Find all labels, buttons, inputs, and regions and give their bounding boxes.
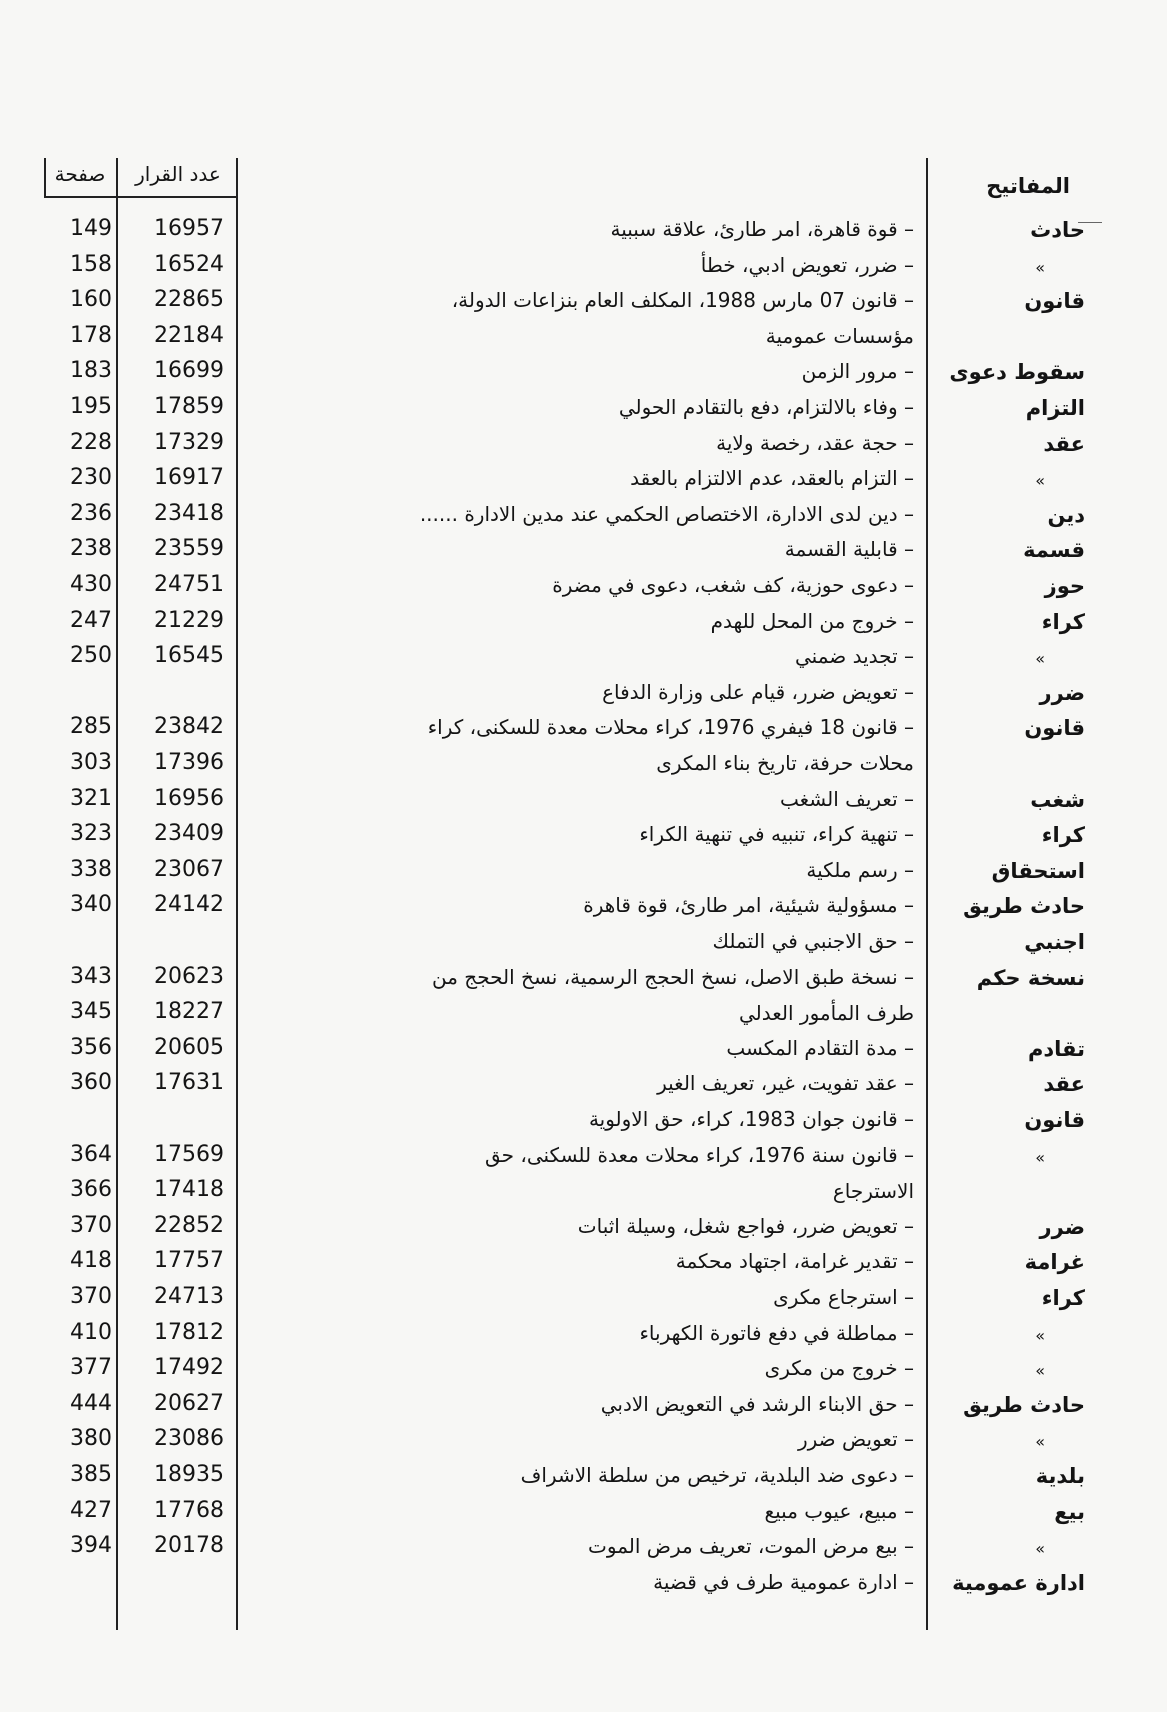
rule-decision-column bbox=[236, 158, 238, 1630]
ditto-glyph: » bbox=[1035, 1148, 1045, 1167]
decision-number: 23409 bbox=[154, 821, 224, 846]
decision-number: 17569 bbox=[154, 1142, 224, 1167]
entry-description: – مماطلة في دفع فاتورة الكهرباء bbox=[639, 1321, 914, 1345]
decision-number: 23086 bbox=[154, 1426, 224, 1451]
decision-number: 21229 bbox=[154, 608, 224, 633]
page-number: 303 bbox=[70, 750, 112, 775]
page-number: 377 bbox=[70, 1355, 112, 1380]
entry-description: – تعريف الشغب bbox=[779, 787, 914, 811]
decision-number: 23842 bbox=[154, 714, 224, 739]
page-number: 364 bbox=[70, 1142, 112, 1167]
entry-description: – قانون سنة 1976، كراء محلات معدة للسكنى، حق bbox=[484, 1143, 914, 1167]
keyword: دين bbox=[1047, 503, 1085, 527]
ditto-glyph: » bbox=[1035, 1326, 1045, 1345]
entry-description: – تعويض ضرر، قيام على وزارة الدفاع bbox=[602, 680, 914, 704]
decision-number: 16957 bbox=[154, 216, 224, 241]
entry-description: – حق الاجنبي في التملك bbox=[712, 929, 914, 953]
page-number: 160 bbox=[70, 287, 112, 312]
entry-description: – خروج من مكرى bbox=[764, 1356, 914, 1380]
keyword: حوز bbox=[1044, 574, 1085, 598]
header-underline bbox=[44, 196, 238, 198]
page-number: 247 bbox=[70, 608, 112, 633]
rule-page-column bbox=[116, 158, 118, 1630]
keyword: قسمة bbox=[1023, 538, 1085, 562]
page-number: 238 bbox=[70, 536, 112, 561]
ditto-glyph: » bbox=[1035, 1432, 1045, 1451]
decision-number: 22865 bbox=[154, 287, 224, 312]
keyword: ضرر bbox=[1039, 681, 1085, 705]
keyword: حادث طريق bbox=[963, 894, 1085, 918]
entry-description: – تقدير غرامة، اجتهاد محكمة bbox=[675, 1249, 914, 1273]
keyword: حادث bbox=[1030, 218, 1085, 242]
decision-number: 16699 bbox=[154, 358, 224, 383]
entry-description: – قانون 07 مارس 1988، المكلف العام بنزاعات الدولة، bbox=[451, 288, 914, 312]
keyword: حادث طريق bbox=[963, 1393, 1085, 1417]
entry-description: – عقد تفويت، غير، تعريف الغير bbox=[657, 1071, 914, 1095]
page-number: 430 bbox=[70, 572, 112, 597]
page-number: 230 bbox=[70, 465, 112, 490]
page-number: 370 bbox=[70, 1284, 112, 1309]
keyword: عقد bbox=[1043, 1072, 1085, 1096]
decision-number: 24142 bbox=[154, 892, 224, 917]
header-page: صفحة bbox=[54, 162, 106, 186]
entry-description: – تنهية كراء، تنبيه في تنهية الكراء bbox=[639, 822, 914, 846]
entry-description: – استرجاع مكرى bbox=[773, 1285, 914, 1309]
entry-description: – مبيع، عيوب مبيع bbox=[764, 1499, 914, 1523]
decision-number: 20178 bbox=[154, 1533, 224, 1558]
keyword: غرامة bbox=[1024, 1250, 1085, 1274]
ditto-glyph: » bbox=[1035, 1361, 1045, 1380]
decision-number: 24751 bbox=[154, 572, 224, 597]
keyword: تقادم bbox=[1027, 1037, 1085, 1061]
keyword: قانون bbox=[1024, 1108, 1085, 1132]
page-number: 418 bbox=[70, 1248, 112, 1273]
keyword: بيع bbox=[1054, 1500, 1085, 1524]
decision-number: 20605 bbox=[154, 1035, 224, 1060]
ditto-glyph: » bbox=[1035, 649, 1045, 668]
ditto-mark bbox=[915, 1144, 1085, 1168]
entry-description: – قانون جوان 1983، كراء، حق الاولوية bbox=[588, 1107, 914, 1131]
decision-number: 17812 bbox=[154, 1320, 224, 1345]
page-number: 345 bbox=[70, 999, 112, 1024]
decision-number: 16545 bbox=[154, 643, 224, 668]
page-number: 250 bbox=[70, 643, 112, 668]
decision-number: 18935 bbox=[154, 1462, 224, 1487]
entry-description: – مرور الزمن bbox=[801, 359, 914, 383]
decision-number: 22184 bbox=[154, 323, 224, 348]
entry-description: – دعوى حوزية، كف شغب، دعوى في مضرة bbox=[552, 573, 914, 597]
entry-description: – تعويض ضرر، فواجع شغل، وسيلة اثبات bbox=[577, 1214, 914, 1238]
decision-number: 17396 bbox=[154, 750, 224, 775]
decision-number: 24713 bbox=[154, 1284, 224, 1309]
ditto-glyph: » bbox=[1035, 471, 1045, 490]
keyword: اجنبي bbox=[1024, 930, 1085, 954]
page-number: 380 bbox=[70, 1426, 112, 1451]
page-number: 321 bbox=[70, 786, 112, 811]
page-number: 149 bbox=[70, 216, 112, 241]
page-number: 158 bbox=[70, 252, 112, 277]
entry-description-continued: مؤسسات عمومية bbox=[765, 324, 914, 348]
decision-number: 17859 bbox=[154, 394, 224, 419]
page-number: 410 bbox=[70, 1320, 112, 1345]
entry-description: – التزام بالعقد، عدم الالتزام بالعقد bbox=[630, 466, 914, 490]
entry-description: – نسخة طبق الاصل، نسخ الحجج الرسمية، نسخ الحجج من bbox=[432, 965, 914, 989]
keyword: ضرر bbox=[1039, 1215, 1085, 1239]
entry-description: – تجديد ضمني bbox=[794, 644, 914, 668]
decision-number: 22852 bbox=[154, 1213, 224, 1238]
decision-number: 17631 bbox=[154, 1070, 224, 1095]
decision-number: 20627 bbox=[154, 1391, 224, 1416]
entry-description: – دين لدى الادارة، الاختصاص الحكمي عند مدين الادارة ...... bbox=[419, 502, 914, 526]
entry-description: – تعويض ضرر bbox=[797, 1427, 914, 1451]
decision-number: 17768 bbox=[154, 1498, 224, 1523]
page-number: 228 bbox=[70, 430, 112, 455]
decision-number: 17418 bbox=[154, 1177, 224, 1202]
page-number: 338 bbox=[70, 857, 112, 882]
keyword: التزام bbox=[1025, 396, 1085, 420]
header-keywords: المفاتيح bbox=[986, 174, 1070, 198]
entry-description: – قانون 18 فيفري 1976، كراء محلات معدة للسكنى، كراء bbox=[427, 715, 914, 739]
page-number: 183 bbox=[70, 358, 112, 383]
entry-description: – ادارة عمومية طرف في قضية bbox=[653, 1570, 914, 1594]
keyword: شغب bbox=[1030, 788, 1085, 812]
page-number: 366 bbox=[70, 1177, 112, 1202]
decision-number: 20623 bbox=[154, 964, 224, 989]
entry-description: – قوة قاهرة، امر طارئ، علاقة سببية bbox=[610, 217, 914, 241]
entry-description: – ضرر، تعويض ادبي، خطأ bbox=[700, 253, 914, 277]
keyword: استحقاق bbox=[991, 859, 1085, 883]
page-number: 370 bbox=[70, 1213, 112, 1238]
keyword: ادارة عمومية bbox=[952, 1571, 1085, 1595]
keyword: قانون bbox=[1024, 716, 1085, 740]
header-decision-number: عدد القرار bbox=[135, 162, 221, 186]
ditto-mark bbox=[915, 467, 1085, 491]
entry-description-continued: محلات حرفة، تاريخ بناء المكرى bbox=[656, 751, 914, 775]
decision-number: 23559 bbox=[154, 536, 224, 561]
decision-number: 23418 bbox=[154, 501, 224, 526]
decision-number: 17492 bbox=[154, 1355, 224, 1380]
entry-description: – مدة التقادم المكسب bbox=[726, 1036, 914, 1060]
page-number: 236 bbox=[70, 501, 112, 526]
ditto-mark bbox=[915, 1428, 1085, 1452]
page-number: 394 bbox=[70, 1533, 112, 1558]
entry-description: – قابلية القسمة bbox=[784, 537, 914, 561]
page-number: 340 bbox=[70, 892, 112, 917]
decision-number: 16956 bbox=[154, 786, 224, 811]
page-number: 195 bbox=[70, 394, 112, 419]
decision-number: 17757 bbox=[154, 1248, 224, 1273]
decision-number: 16524 bbox=[154, 252, 224, 277]
page-number: 178 bbox=[70, 323, 112, 348]
page-number: 360 bbox=[70, 1070, 112, 1095]
keyword: بلدية bbox=[1035, 1464, 1085, 1488]
decision-number: 17329 bbox=[154, 430, 224, 455]
page-number: 444 bbox=[70, 1391, 112, 1416]
ditto-mark bbox=[915, 1322, 1085, 1346]
entry-description: – بيع مرض الموت، تعريف مرض الموت bbox=[588, 1534, 914, 1558]
keyword: سقوط دعوى bbox=[949, 360, 1085, 384]
entry-description: – رسم ملكية bbox=[806, 858, 914, 882]
decision-number: 23067 bbox=[154, 857, 224, 882]
entry-description: – مسؤولية شيئية، امر طارئ، قوة قاهرة bbox=[583, 893, 914, 917]
decision-number: 16917 bbox=[154, 465, 224, 490]
keyword: كراء bbox=[1041, 1286, 1085, 1310]
ditto-mark bbox=[915, 645, 1085, 669]
decision-number: 18227 bbox=[154, 999, 224, 1024]
entry-description-continued: الاسترجاع bbox=[832, 1179, 914, 1203]
page-number: 343 bbox=[70, 964, 112, 989]
ditto-mark bbox=[915, 1357, 1085, 1381]
entry-description: – وفاء بالالتزام، دفع بالتقادم الحولي bbox=[618, 395, 914, 419]
keyword: كراء bbox=[1041, 610, 1085, 634]
keyword: قانون bbox=[1024, 289, 1085, 313]
entry-description: – حق الابناء الرشد في التعويض الادبي bbox=[600, 1392, 914, 1416]
page-number: 323 bbox=[70, 821, 112, 846]
ditto-glyph: » bbox=[1035, 258, 1045, 277]
keyword: كراء bbox=[1041, 823, 1085, 847]
ditto-mark bbox=[915, 254, 1085, 278]
page-number: 427 bbox=[70, 1498, 112, 1523]
entry-description: – دعوى ضد البلدية، ترخيص من سلطة الاشراف bbox=[520, 1463, 914, 1487]
ditto-glyph: » bbox=[1035, 1539, 1045, 1558]
entry-description-continued: طرف المأمور العدلي bbox=[739, 1001, 914, 1025]
entry-description: – حجة عقد، رخصة ولاية bbox=[716, 431, 914, 455]
keyword: نسخة حكم bbox=[976, 966, 1085, 990]
entry-description: – خروج من المحل للهدم bbox=[710, 609, 914, 633]
page-number: 356 bbox=[70, 1035, 112, 1060]
page-number: 285 bbox=[70, 714, 112, 739]
keyword: عقد bbox=[1043, 432, 1085, 456]
ditto-mark bbox=[915, 1535, 1085, 1559]
page-number: 385 bbox=[70, 1462, 112, 1487]
